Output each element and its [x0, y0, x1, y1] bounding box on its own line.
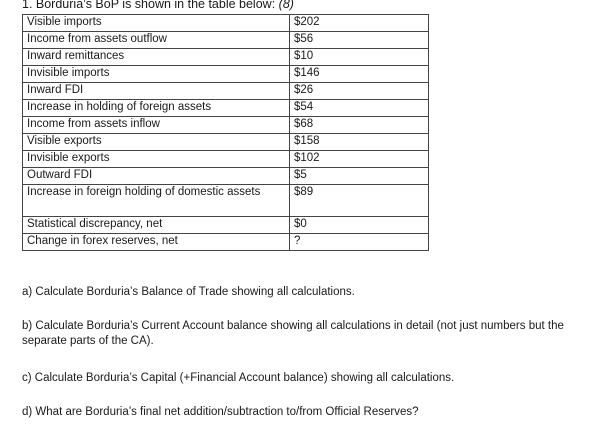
row-label: Outward FDI — [23, 168, 290, 185]
table-row — [23, 151, 429, 168]
question-b: b) Calculate Borduria’s Current Account balance showing all calculations in detail (not just numbers but the separate parts of the CA). — [22, 320, 564, 347]
table-row — [23, 234, 429, 251]
row-value: ? — [290, 234, 429, 251]
row-value: $26 — [290, 83, 429, 100]
table-row — [23, 83, 429, 100]
heading-text: 1. Borduria’s BoP is shown in the table below: — [22, 0, 276, 11]
row-value: $56 — [290, 32, 429, 49]
table-row — [23, 185, 429, 217]
row-value: $5 — [290, 168, 429, 185]
row-label: Statistical discrepancy, net — [23, 217, 290, 234]
row-value: $68 — [290, 117, 429, 134]
table-row — [23, 117, 429, 134]
row-value: $54 — [290, 100, 429, 117]
table-row — [23, 134, 429, 151]
row-value: $158 — [290, 134, 429, 151]
row-value: $146 — [290, 66, 429, 83]
question-c: c) Calculate Borduria’s Capital (+Financial Account balance) showing all calculations. — [22, 372, 455, 384]
table-row — [23, 168, 429, 185]
table-row — [23, 66, 429, 83]
heading-marks: (8) — [278, 0, 294, 11]
row-label: Inward remittances — [23, 49, 290, 66]
row-value: $102 — [290, 151, 429, 168]
table-row — [23, 217, 429, 234]
row-label: Increase in foreign holding of domestic assets — [23, 185, 290, 217]
row-value: $89 — [290, 185, 429, 217]
row-label: Increase in holding of foreign assets — [23, 100, 290, 117]
question-a: a) Calculate Borduria’s Balance of Trade showing all calculations. — [22, 286, 355, 298]
row-label: Income from assets inflow — [23, 117, 290, 134]
row-label: Inward FDI — [23, 83, 290, 100]
question-heading — [22, 0, 294, 12]
row-value: $202 — [290, 15, 429, 32]
row-label: Income from assets outflow — [23, 32, 290, 49]
question-d: d) What are Borduria’s final net addition/subtraction to/from Official Reserves? — [22, 406, 419, 418]
row-label: Change in forex reserves, net — [23, 234, 290, 251]
row-label: Visible imports — [23, 15, 290, 32]
table-row — [23, 15, 429, 32]
row-label: Visible exports — [23, 134, 290, 151]
row-value: $0 — [290, 217, 429, 234]
table-row — [23, 49, 429, 66]
row-value: $10 — [290, 49, 429, 66]
table-row — [23, 32, 429, 49]
row-label: Invisible exports — [23, 151, 290, 168]
bop-table — [22, 14, 429, 251]
row-label: Invisible imports — [23, 66, 290, 83]
table-row — [23, 100, 429, 117]
